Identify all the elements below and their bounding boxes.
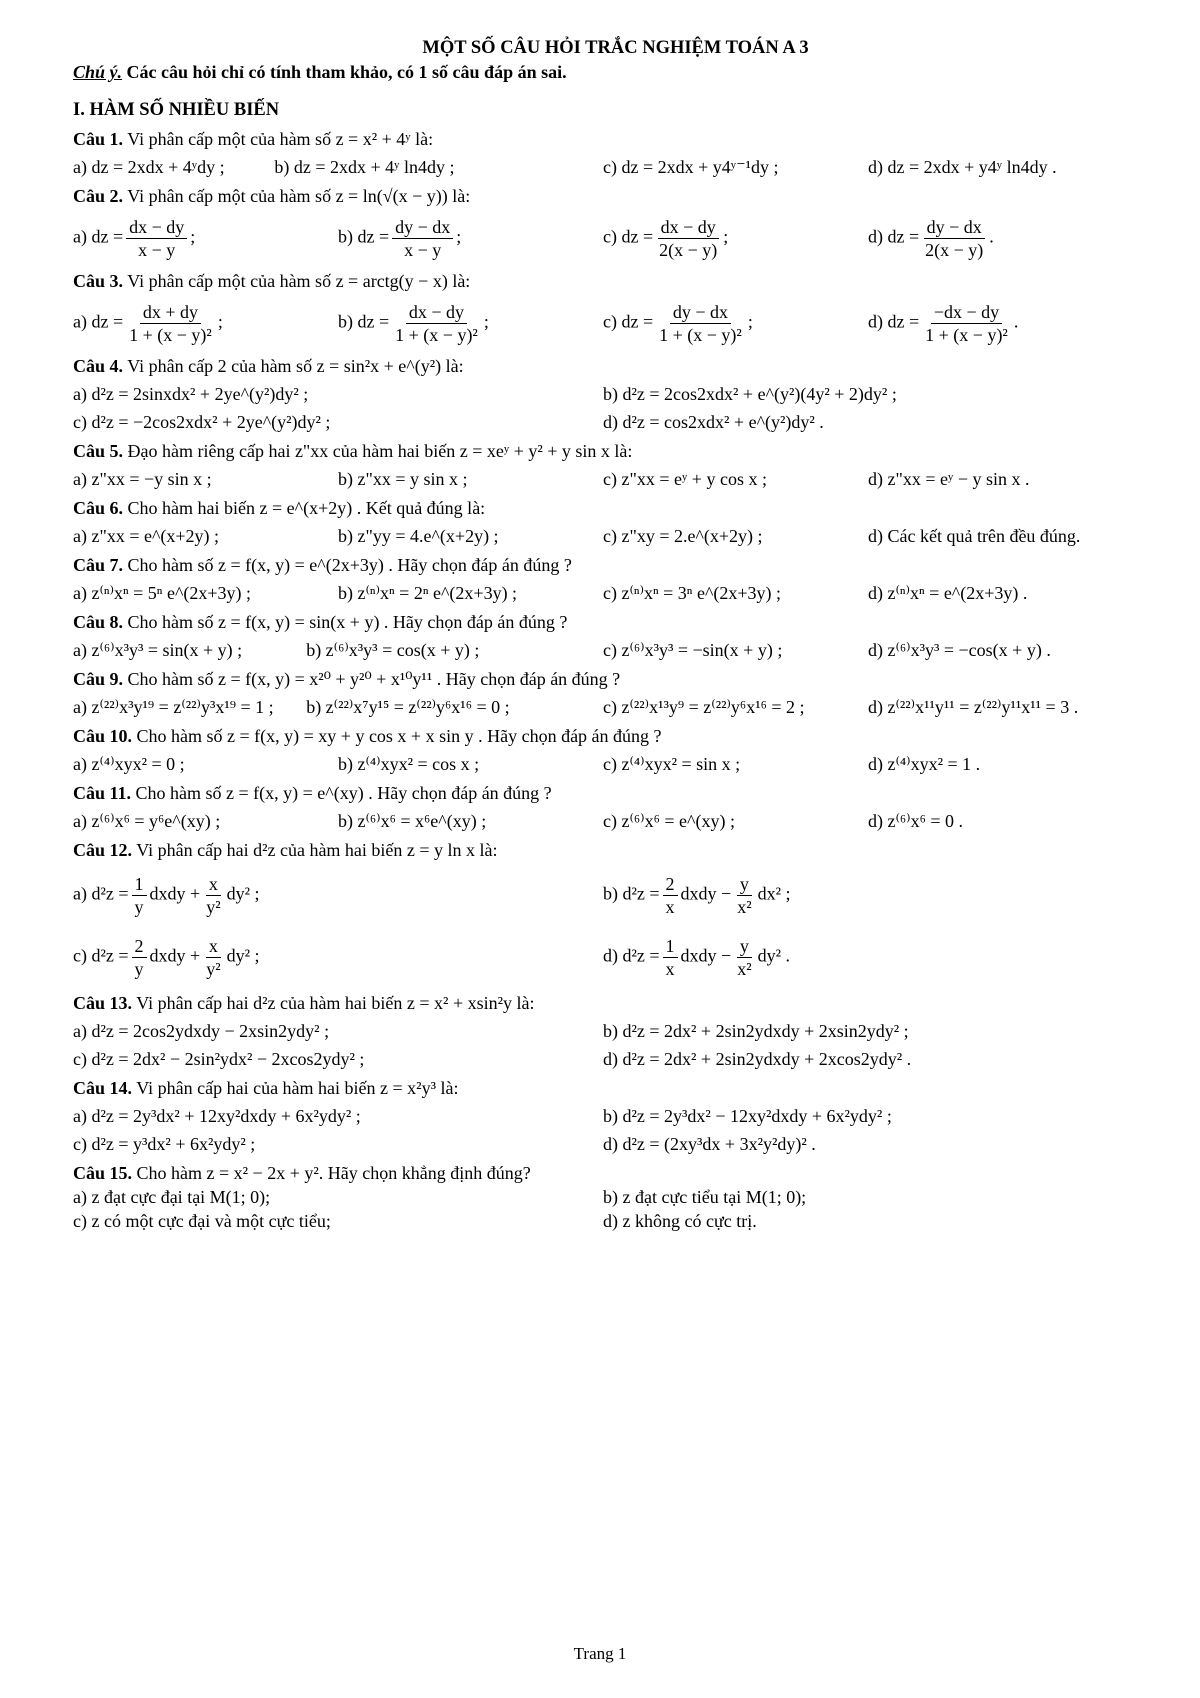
question-1 — [73, 127, 1133, 151]
answer-option: d) d²z = (2xy³dx + 3x²y²dy)² . — [603, 1134, 816, 1154]
answer-prefix: b) d²z = — [603, 883, 660, 904]
answer-option — [73, 873, 603, 918]
question-text: Cho hàm số z = f(x, y) = e^(2x+3y) . Hãy chọn đáp án đúng ? — [127, 555, 572, 575]
denominator: x² — [737, 896, 752, 917]
fraction — [203, 935, 223, 980]
answer-option — [603, 301, 868, 346]
fraction — [656, 301, 745, 346]
denominator: y² — [206, 958, 221, 979]
answer-option: c) z⁽⁶⁾x³y³ = −sin(x + y) ; — [602, 640, 783, 660]
answer-middle: dxdy − — [680, 883, 732, 904]
question-text: Cho hàm số z = f(x, y) = e^(xy) . Hãy chọn đáp án đúng ? — [135, 783, 552, 803]
question-text: Cho hàm số z = f(x, y) = sin(x + y) . Hãy chọn đáp án đúng ? — [127, 612, 568, 632]
question-text: Đạo hàm riêng cấp hai z"xx của hàm hai biến z = xeʸ + y² + y sin x là: — [127, 441, 633, 461]
question-text: Vi phân cấp một của hàm số z = ln(√(x − y)) là: — [127, 186, 471, 206]
numerator: dx − dy — [126, 216, 187, 239]
numerator: y — [737, 873, 752, 896]
denominator: y² — [206, 896, 221, 917]
fraction — [132, 935, 147, 980]
answer-suffix: dy² . — [757, 945, 790, 966]
answer-option: a) z đạt cực đại tại M(1; 0); — [73, 1187, 271, 1207]
answer-option: a) d²z = 2sinxdx² + 2ye^(y²)dy² ; — [73, 384, 309, 404]
answers-row — [73, 1185, 1133, 1209]
question-8 — [73, 610, 1133, 634]
answers-row — [73, 410, 1133, 434]
question-text: Vi phân cấp 2 của hàm số z = sin²x + e^(y²) là: — [127, 356, 464, 376]
answers-row — [73, 752, 1133, 776]
answer-option: c) d²z = y³dx² + 6x²ydy² ; — [73, 1134, 256, 1154]
answer-prefix: c) d²z = — [73, 945, 129, 966]
fraction — [734, 873, 754, 918]
answer-option: a) z⁽⁶⁾x³y³ = sin(x + y) ; — [73, 640, 243, 660]
answer-option: d) z⁽²²⁾x¹¹y¹¹ = z⁽²²⁾y¹¹x¹¹ = 3 . — [867, 697, 1079, 717]
note-label: Chú ý. — [73, 62, 123, 82]
answer-suffix: ; — [456, 226, 462, 247]
answers-row — [73, 212, 1133, 264]
answer-prefix: a) dz = — [73, 311, 124, 332]
answer-option — [603, 935, 1133, 980]
numerator: x — [206, 935, 221, 958]
answer-option — [603, 216, 868, 261]
denominator: 2(x − y) — [659, 239, 718, 260]
answer-suffix: dy² ; — [226, 945, 260, 966]
fraction — [922, 216, 986, 261]
answer-suffix: dx² ; — [757, 883, 791, 904]
question-number: Câu 10. — [73, 726, 133, 746]
answers-row — [73, 1104, 1133, 1128]
numerator: dx + dy — [140, 301, 201, 324]
numerator: 1 — [132, 873, 147, 896]
answer-option — [603, 873, 1133, 918]
question-text: Cho hàm hai biến z = e^(x+2y) . Kết quả đúng là: — [127, 498, 486, 518]
answer-option: d) Các kết quả trên đều đúng. — [868, 526, 1081, 546]
denominator: x − y — [138, 239, 176, 260]
fraction — [203, 873, 223, 918]
denominator: 2(x − y) — [925, 239, 984, 260]
answers-row — [73, 1047, 1133, 1071]
answer-middle: dxdy + — [149, 945, 201, 966]
answer-prefix: c) dz = — [603, 226, 654, 247]
question-number: Câu 12. — [73, 840, 133, 860]
answer-option — [73, 301, 338, 346]
fraction — [392, 216, 453, 261]
answers-row — [73, 155, 1133, 179]
question-number: Câu 15. — [73, 1163, 133, 1183]
answer-option: c) z"xx = eʸ + y cos x ; — [603, 469, 767, 489]
answer-suffix: dy² ; — [226, 883, 260, 904]
numerator: dx − dy — [658, 216, 719, 239]
note-line — [73, 60, 1133, 84]
answer-option: c) z⁽ⁿ⁾xⁿ = 3ⁿ e^(2x+3y) ; — [603, 583, 782, 603]
answer-option: d) z"xx = eʸ − y sin x . — [868, 469, 1030, 489]
question-number: Câu 4. — [73, 356, 124, 376]
answer-option — [73, 935, 603, 980]
question-text: Cho hàm số z = f(x, y) = x²⁰ + y²⁰ + x¹⁰y¹¹ . Hãy chọn đáp án đúng ? — [127, 669, 621, 689]
answer-option — [338, 216, 603, 261]
question-number: Câu 7. — [73, 555, 124, 575]
fraction — [663, 873, 678, 918]
question-13 — [73, 991, 1133, 1015]
question-number: Câu 2. — [73, 186, 124, 206]
answer-prefix: d) d²z = — [603, 945, 660, 966]
answers-row — [73, 297, 1133, 349]
answer-option: a) z⁽⁶⁾x⁶ = y⁶e^(xy) ; — [73, 811, 221, 831]
answer-option — [73, 216, 338, 261]
answer-middle: dxdy + — [149, 883, 201, 904]
answer-option: b) z đạt cực tiểu tại M(1; 0); — [603, 1187, 807, 1207]
answer-option — [868, 301, 1133, 346]
answer-option: d) d²z = 2dx² + 2sin2ydxdy + 2xcos2ydy² . — [603, 1049, 912, 1069]
fraction — [656, 216, 720, 261]
answer-prefix: b) dz = — [338, 226, 390, 247]
question-text: Vi phân cấp hai d²z của hàm hai biến z = x² + xsin²y là: — [136, 993, 535, 1013]
question-10 — [73, 724, 1133, 748]
answers-row — [73, 928, 1133, 986]
answers-row — [73, 581, 1133, 605]
answer-option: b) z⁽⁶⁾x⁶ = x⁶e^(xy) ; — [338, 811, 487, 831]
answer-option: a) dz = 2xdx + 4ʸdy ; — [73, 157, 225, 177]
question-number: Câu 11. — [73, 783, 132, 803]
question-number: Câu 5. — [73, 441, 124, 461]
answer-option: d) z⁽ⁿ⁾xⁿ = e^(2x+3y) . — [868, 583, 1028, 603]
answers-row — [73, 866, 1133, 924]
answer-option: c) dz = 2xdx + y4ʸ⁻¹dy ; — [602, 157, 779, 177]
answer-option: c) z⁽⁶⁾x⁶ = e^(xy) ; — [603, 811, 735, 831]
answer-option: a) z"xx = e^(x+2y) ; — [73, 526, 220, 546]
answer-option: c) z có một cực đại và một cực tiểu; — [73, 1211, 331, 1231]
fraction — [132, 873, 147, 918]
question-12 — [73, 838, 1133, 862]
answer-option: b) z⁽ⁿ⁾xⁿ = 2ⁿ e^(2x+3y) ; — [338, 583, 518, 603]
denominator: x − y — [404, 239, 442, 260]
answer-prefix: a) d²z = — [73, 883, 129, 904]
answers-row — [73, 638, 1133, 662]
fraction — [126, 216, 187, 261]
denominator: 1 + (x − y)² — [659, 324, 742, 345]
fraction — [126, 301, 215, 346]
fraction — [922, 301, 1011, 346]
answer-option: d) z⁽⁶⁾x⁶ = 0 . — [868, 811, 964, 831]
numerator: −dx − dy — [931, 301, 1002, 324]
question-text: Vi phân cấp một của hàm số z = arctg(y − x) là: — [127, 271, 471, 291]
question-15 — [73, 1161, 1133, 1185]
denominator: x² — [737, 958, 752, 979]
answer-option: d) z⁽⁴⁾xyx² = 1 . — [868, 754, 981, 774]
numerator: dy − dx — [392, 216, 453, 239]
answer-prefix: d) dz = — [868, 311, 920, 332]
numerator: 2 — [663, 873, 678, 896]
answer-option: c) d²z = −2cos2xdx² + 2ye^(y²)dy² ; — [73, 412, 331, 432]
answer-suffix: . — [1013, 311, 1019, 332]
document-page — [73, 36, 1133, 1233]
answer-option: c) d²z = 2dx² − 2sin²ydx² − 2xcos2ydy² ; — [73, 1049, 365, 1069]
numerator: y — [737, 935, 752, 958]
answers-row — [73, 467, 1133, 491]
question-number: Câu 14. — [73, 1078, 133, 1098]
denominator: x — [665, 958, 675, 979]
answer-option: c) z⁽²²⁾x¹³y⁹ = z⁽²²⁾y⁶x¹⁶ = 2 ; — [602, 697, 805, 717]
question-number: Câu 13. — [73, 993, 133, 1013]
answer-option: a) z⁽⁴⁾xyx² = 0 ; — [73, 754, 185, 774]
numerator: dy − dx — [924, 216, 985, 239]
denominator: 1 + (x − y)² — [925, 324, 1008, 345]
fraction — [734, 935, 754, 980]
question-3 — [73, 269, 1133, 293]
denominator: x — [665, 896, 675, 917]
answer-option: b) d²z = 2dx² + 2sin2ydxdy + 2xsin2ydy² ; — [603, 1021, 909, 1041]
section-heading: I. HÀM SỐ NHIỀU BIẾN — [73, 100, 280, 120]
answer-option: a) d²z = 2y³dx² + 12xy²dxdy + 6x²ydy² ; — [73, 1106, 361, 1126]
question-text: Vi phân cấp một của hàm số z = x² + 4ʸ là: — [127, 129, 434, 149]
answer-option: b) z"yy = 4.e^(x+2y) ; — [338, 526, 499, 546]
answer-option: b) z⁽⁶⁾x³y³ = cos(x + y) ; — [306, 640, 480, 660]
answer-suffix: ; — [723, 226, 729, 247]
answers-row — [73, 1019, 1133, 1043]
question-9 — [73, 667, 1133, 691]
numerator: dy − dx — [670, 301, 731, 324]
answers-row — [73, 1209, 1133, 1233]
answers-row — [73, 809, 1133, 833]
note-text: Các câu hỏi chỉ có tính tham khảo, có 1 số câu đáp án sai. — [126, 62, 567, 82]
answers-row — [73, 382, 1133, 406]
question-6 — [73, 496, 1133, 520]
answer-prefix: c) dz = — [603, 311, 654, 332]
question-text: Vi phân cấp hai của hàm hai biến z = x²y³ là: — [136, 1078, 459, 1098]
answer-option: a) z"xx = −y sin x ; — [73, 469, 212, 489]
answers-row — [73, 695, 1133, 719]
question-14 — [73, 1076, 1133, 1100]
fraction — [392, 301, 481, 346]
answer-option: d) z⁽⁶⁾x³y³ = −cos(x + y) . — [867, 640, 1051, 660]
answer-middle: dxdy − — [680, 945, 732, 966]
answer-prefix: b) dz = — [338, 311, 390, 332]
answer-option: c) z"xy = 2.e^(x+2y) ; — [603, 526, 763, 546]
answer-option — [868, 216, 1133, 261]
answers-row — [73, 524, 1133, 548]
answer-prefix: d) dz = — [868, 226, 920, 247]
answer-option: b) z⁽⁴⁾xyx² = cos x ; — [338, 754, 480, 774]
question-5 — [73, 439, 1133, 463]
numerator: x — [206, 873, 221, 896]
page-title: MỘT SỐ CÂU HỎI TRẮC NGHIỆM TOÁN A 3 — [422, 38, 809, 58]
answer-option: b) d²z = 2y³dx² − 12xy²dxdy + 6x²ydy² ; — [603, 1106, 892, 1126]
question-7 — [73, 553, 1133, 577]
answer-suffix: . — [989, 226, 994, 247]
denominator: 1 + (x − y)² — [395, 324, 478, 345]
answer-option — [338, 301, 603, 346]
question-number: Câu 8. — [73, 612, 124, 632]
answer-suffix: ; — [190, 226, 196, 247]
answer-option: a) z⁽ⁿ⁾xⁿ = 5ⁿ e^(2x+3y) ; — [73, 583, 252, 603]
answer-option: b) z⁽²²⁾x⁷y¹⁵ = z⁽²²⁾y⁶x¹⁶ = 0 ; — [306, 697, 510, 717]
question-11 — [73, 781, 1133, 805]
numerator: dx − dy — [406, 301, 467, 324]
denominator: y — [134, 896, 144, 917]
question-text: Vi phân cấp hai d²z của hàm hai biến z = y ln x là: — [136, 840, 498, 860]
question-number: Câu 6. — [73, 498, 124, 518]
answer-option: b) d²z = 2cos2xdx² + e^(y²)(4y² + 2)dy² ; — [603, 384, 897, 404]
denominator: 1 + (x − y)² — [129, 324, 212, 345]
numerator: 2 — [132, 935, 147, 958]
answer-prefix: a) dz = — [73, 226, 124, 247]
answer-option: c) z⁽⁴⁾xyx² = sin x ; — [603, 754, 741, 774]
question-text: Cho hàm số z = f(x, y) = xy + y cos x + x sin y . Hãy chọn đáp án đúng ? — [136, 726, 662, 746]
question-text: Cho hàm z = x² − 2x + y². Hãy chọn khẳng định đúng? — [136, 1163, 531, 1183]
answer-suffix: ; — [217, 311, 223, 332]
answer-option: d) d²z = cos2xdx² + e^(y²)dy² . — [603, 412, 824, 432]
answer-option: d) z không có cực trị. — [603, 1211, 757, 1231]
question-number: Câu 1. — [73, 129, 124, 149]
question-2 — [73, 184, 1133, 208]
answer-option: d) dz = 2xdx + y4ʸ ln4dy . — [867, 157, 1057, 177]
answer-suffix: ; — [747, 311, 753, 332]
answer-option: b) dz = 2xdx + 4ʸ ln4dy ; — [274, 157, 455, 177]
numerator: 1 — [663, 935, 678, 958]
question-4 — [73, 354, 1133, 378]
answers-row — [73, 1132, 1133, 1156]
answer-suffix: ; — [483, 311, 489, 332]
question-number: Câu 9. — [73, 669, 124, 689]
question-number: Câu 3. — [73, 271, 124, 291]
denominator: y — [134, 958, 144, 979]
answer-option: a) d²z = 2cos2ydxdy − 2xsin2ydy² ; — [73, 1021, 330, 1041]
page-number: Trang 1 — [573, 1644, 627, 1663]
answer-option: a) z⁽²²⁾x³y¹⁹ = z⁽²²⁾y³x¹⁹ = 1 ; — [73, 697, 274, 717]
fraction — [663, 935, 678, 980]
answer-option: b) z"xx = y sin x ; — [338, 469, 468, 489]
